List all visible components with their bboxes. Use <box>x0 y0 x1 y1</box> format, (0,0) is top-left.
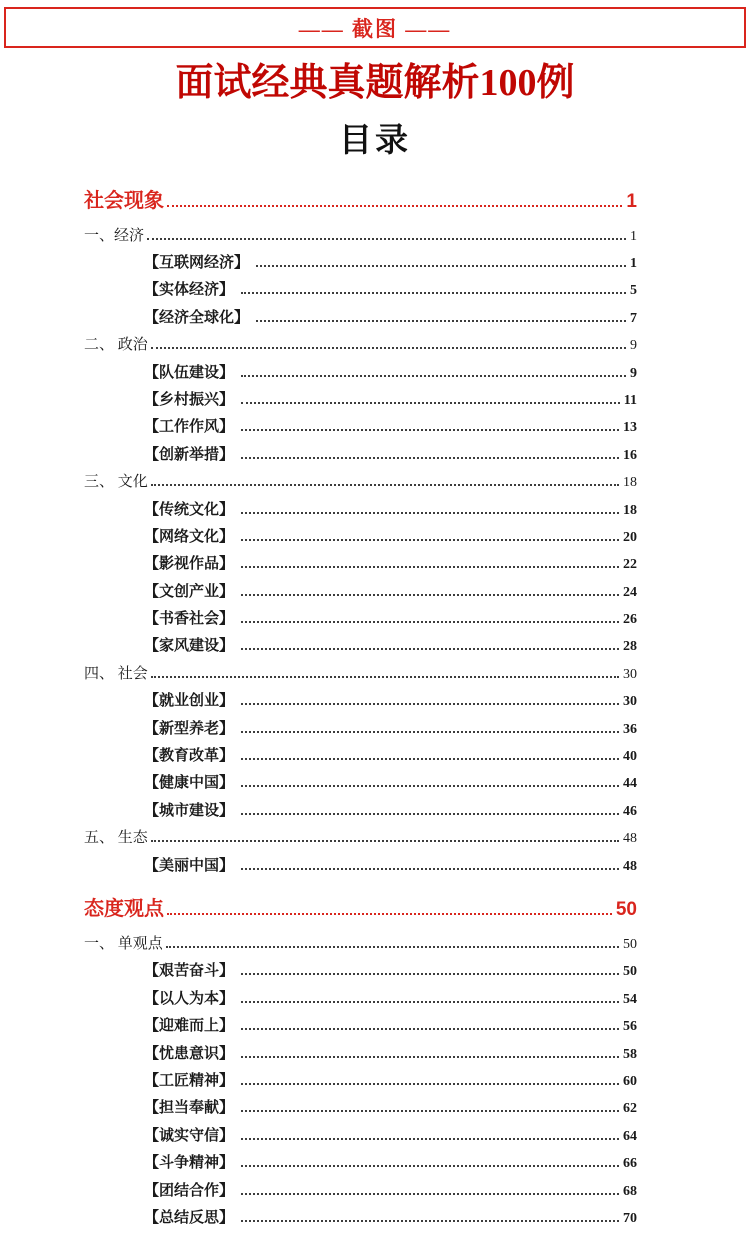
toc-entry <box>84 1041 637 1068</box>
toc-entry <box>84 661 637 688</box>
dot-leader <box>151 840 619 842</box>
toc-entry-page: 58 <box>623 1046 637 1062</box>
toc-entry <box>84 1068 637 1095</box>
dot-leader <box>241 375 626 377</box>
toc-entry-page: 1 <box>630 256 637 272</box>
toc-entry-page: 60 <box>623 1073 637 1089</box>
toc-entry-page: 54 <box>623 991 637 1007</box>
toc-entry-label: 【工作作风】 <box>144 419 235 436</box>
toc-entry-label: 【团结合作】 <box>144 1182 235 1199</box>
dot-leader <box>241 539 619 541</box>
toc-entry <box>84 1013 637 1040</box>
dot-leader <box>241 1001 619 1003</box>
toc-entry-label: 【书香社会】 <box>144 611 235 628</box>
toc-entry <box>84 223 637 250</box>
dot-leader <box>241 1028 619 1030</box>
toc-entry-label: 【艰苦奋斗】 <box>144 963 235 980</box>
toc-entry-label: 【乡村振兴】 <box>144 391 235 408</box>
toc-entry-page: 68 <box>623 1183 637 1199</box>
toc-entry-page: 48 <box>623 831 637 847</box>
toc-entry <box>84 579 637 606</box>
toc-entry-label: 【美丽中国】 <box>144 857 235 874</box>
toc-entry-page: 62 <box>623 1101 637 1117</box>
toc-entry-label: 【实体经济】 <box>144 282 235 299</box>
screenshot-banner-label: —— 截图 —— <box>298 16 452 41</box>
dot-leader <box>167 913 612 915</box>
toc-entry-label: 【工匠精神】 <box>144 1072 235 1089</box>
toc-entry-label: 【创新举措】 <box>144 446 235 463</box>
dot-leader <box>241 1056 619 1058</box>
toc-entry-page: 9 <box>630 365 637 381</box>
toc-entry-label: 【担当奉献】 <box>144 1100 235 1117</box>
toc-entry-page: 18 <box>623 475 637 491</box>
toc-entry <box>84 277 637 304</box>
toc-entry-label: 【斗争精神】 <box>144 1155 235 1172</box>
dot-leader <box>241 1193 619 1195</box>
dot-leader <box>241 621 619 623</box>
toc-entry-label: 【迎难而上】 <box>144 1018 235 1035</box>
toc-entry-page: 7 <box>630 310 637 326</box>
toc-entry-label: 【网络文化】 <box>144 528 235 545</box>
toc-entry <box>84 1123 637 1150</box>
toc-entry-page: 11 <box>623 392 637 408</box>
dot-leader <box>241 566 619 568</box>
toc-entry-page: 64 <box>623 1128 637 1144</box>
toc-entry-label: 【互联网经济】 <box>144 255 250 272</box>
toc-entry-page: 70 <box>623 1210 637 1226</box>
toc-entry <box>84 1150 637 1177</box>
toc-entry-page: 16 <box>623 447 637 463</box>
toc-entry <box>84 798 637 825</box>
toc-entry-page: 40 <box>623 749 637 765</box>
toc-entry-page: 1 <box>626 190 637 212</box>
toc-entry <box>84 524 637 551</box>
toc-entry-label: 【经济全球化】 <box>144 309 250 326</box>
toc-entry <box>84 1095 637 1122</box>
dot-leader <box>241 457 619 459</box>
toc-entry-page: 9 <box>630 338 637 354</box>
dot-leader <box>241 813 619 815</box>
dot-leader <box>241 758 619 760</box>
toc-entry-label: 【影视作品】 <box>144 556 235 573</box>
toc-entry-page: 5 <box>630 283 637 299</box>
toc-entry <box>84 497 637 524</box>
toc-section-entry <box>84 894 637 924</box>
toc-section-entry <box>84 186 637 216</box>
toc-entry-page: 56 <box>623 1019 637 1035</box>
toc-entry-label: 社会现象 <box>84 189 164 212</box>
dot-leader <box>241 1138 619 1140</box>
toc-entry <box>84 716 637 743</box>
dot-leader <box>241 868 619 870</box>
toc-entry <box>84 469 637 496</box>
toc-entry-label: 【健康中国】 <box>144 775 235 792</box>
toc-entry-label: 四、 社会 <box>84 665 148 682</box>
toc-entry-label: 【文创产业】 <box>144 583 235 600</box>
dot-leader <box>151 676 619 678</box>
toc-entry-label: 三、 文化 <box>84 474 148 491</box>
toc-entry <box>84 414 637 441</box>
toc-entry <box>84 743 637 770</box>
dot-leader <box>256 320 626 322</box>
document-page <box>0 7 750 1244</box>
toc-entry-label: 【队伍建设】 <box>144 364 235 381</box>
dot-leader <box>241 731 619 733</box>
toc-entry-label: 【就业创业】 <box>144 693 235 710</box>
toc-entry-page: 30 <box>623 694 637 710</box>
toc-entry-page: 50 <box>615 899 637 920</box>
toc-entry <box>84 387 637 414</box>
dot-leader <box>166 946 619 948</box>
toc-entry-page: 24 <box>623 584 637 600</box>
toc-entry-label: 【城市建设】 <box>144 802 235 819</box>
toc-entry <box>84 958 637 985</box>
dot-leader <box>256 265 626 267</box>
toc-entry-label: 一、 单观点 <box>84 936 163 952</box>
dot-leader <box>241 1110 619 1112</box>
toc-entry <box>84 305 637 332</box>
dot-leader <box>241 785 619 787</box>
toc-entry-label: 【传统文化】 <box>144 501 235 518</box>
toc-entry-label: 【诚实守信】 <box>144 1127 235 1144</box>
toc-entry-label: 二、 政治 <box>84 337 148 354</box>
toc-entry-page: 22 <box>623 557 637 573</box>
dot-leader <box>147 238 626 240</box>
toc-entry <box>84 931 637 958</box>
toc-entry <box>84 825 637 852</box>
toc-entry-label: 一、经济 <box>84 227 145 244</box>
toc-entry-page: 44 <box>623 776 637 792</box>
toc-entry-page: 46 <box>623 803 637 819</box>
dot-leader <box>241 648 619 650</box>
toc-entry <box>84 1205 637 1232</box>
screenshot-banner <box>4 7 746 48</box>
dot-leader <box>241 429 619 431</box>
dot-leader <box>241 402 620 404</box>
toc-entry-page: 13 <box>623 420 637 436</box>
toc-entry-page: 48 <box>623 858 637 874</box>
dot-leader <box>151 484 619 486</box>
toc-entry <box>84 606 637 633</box>
toc-entry <box>84 853 637 880</box>
toc-entry <box>84 332 637 359</box>
toc-entry <box>84 250 637 277</box>
toc-entry-page: 30 <box>623 666 637 682</box>
toc-list <box>84 186 637 1233</box>
toc-heading: 目录 <box>339 122 411 159</box>
dot-leader <box>241 1165 619 1167</box>
document-title: 面试经典真题解析100例 <box>175 62 575 104</box>
toc-entry-label: 【家风建设】 <box>144 638 235 655</box>
toc-entry-page: 28 <box>623 639 637 655</box>
toc-entry-label: 五、 生态 <box>84 830 148 847</box>
toc-entry <box>84 1178 637 1205</box>
toc-entry-page: 20 <box>623 529 637 545</box>
dot-leader <box>241 703 619 705</box>
dot-leader <box>241 973 619 975</box>
toc-entry-page: 50 <box>623 964 637 980</box>
dot-leader <box>241 512 619 514</box>
toc-entry-page: 66 <box>623 1156 637 1172</box>
toc-entry <box>84 770 637 797</box>
toc-entry-page: 26 <box>623 612 637 628</box>
toc-entry-page: 50 <box>623 937 637 952</box>
toc-entry <box>84 360 637 387</box>
toc-entry-label: 【忧患意识】 <box>144 1045 235 1062</box>
toc-entry <box>84 442 637 469</box>
toc-entry <box>84 633 637 660</box>
toc-entry-page: 1 <box>630 228 637 244</box>
dot-leader <box>241 1083 619 1085</box>
toc-entry-page: 18 <box>623 502 637 518</box>
dot-leader <box>167 205 622 207</box>
dot-leader <box>241 594 619 596</box>
toc-entry <box>84 551 637 578</box>
toc-entry <box>84 688 637 715</box>
toc-entry-label: 【新型养老】 <box>144 720 235 737</box>
toc-entry <box>84 986 637 1013</box>
toc-entry-label: 态度观点 <box>84 898 164 920</box>
toc-entry-page: 36 <box>623 721 637 737</box>
dot-leader <box>151 347 626 349</box>
toc-entry-label: 【总结反思】 <box>144 1209 235 1226</box>
dot-leader <box>241 292 626 294</box>
dot-leader <box>241 1220 619 1222</box>
toc-entry-label: 【以人为本】 <box>144 990 235 1007</box>
toc-entry-label: 【教育改革】 <box>144 748 235 765</box>
